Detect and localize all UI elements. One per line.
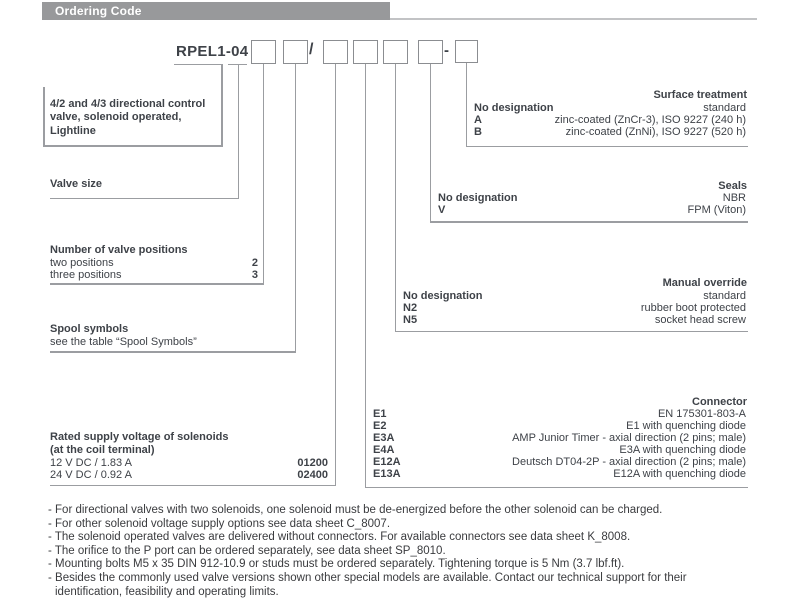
option-row	[366, 468, 747, 480]
option-code: 3	[251, 268, 258, 281]
section-voltage-title: Rated supply voltage of solenoids	[50, 430, 229, 443]
option-desc: standard	[703, 101, 746, 114]
label-line: valve, solenoid operated,	[50, 111, 182, 123]
option-code: 2	[251, 256, 258, 269]
section-seals-title: Seals	[718, 179, 747, 192]
code-separator-dash: -	[444, 42, 449, 59]
code-box-1	[251, 40, 276, 64]
option-row	[431, 192, 747, 204]
header-rule	[390, 18, 757, 20]
connector-line	[365, 487, 749, 489]
ordering-code-prefix: RPEL1-04	[176, 43, 249, 60]
section-spool-title: Spool symbols	[50, 322, 129, 335]
option-label: 12 V DC / 1.83 A	[50, 456, 132, 469]
note-item: - Besides the commonly used valve versions shown other special models are available. Contact our technical support for their identification, feasibility and operating limits.	[48, 571, 687, 598]
option-row	[431, 204, 747, 216]
connector-line	[335, 64, 337, 486]
option-code: N2	[403, 301, 418, 314]
option-desc: EN 175301-803-A	[657, 408, 746, 420]
note-item: - The solenoid operated valves are delivered without connectors. For available connectors see data sheet K_8008.	[48, 531, 631, 544]
option-row	[366, 444, 747, 456]
option-row	[396, 290, 747, 302]
option-row	[366, 432, 747, 444]
option-row	[467, 102, 747, 114]
page-title: Ordering Code	[55, 4, 142, 18]
option-code: 02400	[297, 468, 328, 481]
option-code: N5	[403, 313, 418, 326]
connector-line	[395, 331, 749, 333]
option-code: E2	[373, 420, 387, 432]
section-connector-title: Connector	[692, 395, 747, 408]
label-line: 4/2 and 4/3 directional control	[50, 97, 206, 110]
connector-line	[295, 64, 297, 352]
option-row	[467, 114, 747, 126]
connector-line	[50, 283, 264, 285]
section-voltage-subtitle: (at the coil terminal)	[50, 443, 155, 456]
note-item: - The orifice to the P port can be ordered separately, see data sheet SP_8010.	[48, 544, 446, 557]
option-desc: standard	[703, 289, 746, 302]
option-code: E12A	[373, 456, 401, 468]
connector-line	[466, 146, 749, 148]
code-box-2	[283, 40, 308, 64]
label-line: Lightline	[50, 124, 96, 137]
section-manual-override-title: Manual override	[662, 277, 747, 289]
option-code: E3A	[373, 432, 395, 444]
connector-line	[221, 64, 223, 146]
option-desc: Deutsch DT04-2P - axial direction (2 pins; male)	[512, 456, 746, 468]
option-desc: zinc-coated (ZnCr-3), ISO 9227 (240 h)	[554, 113, 746, 126]
code-box-7	[455, 40, 478, 63]
header-bar	[42, 2, 390, 20]
option-row	[467, 126, 747, 138]
option-code: No designation	[474, 101, 554, 114]
section-spool-subtitle: see the table “Spool Symbols”	[50, 336, 197, 348]
option-desc: FPM (Viton)	[687, 203, 746, 216]
option-desc: AMP Junior Timer - axial direction (2 pins; male)	[512, 432, 746, 444]
option-label: 24 V DC / 0.92 A	[50, 468, 132, 481]
option-label: two positions	[50, 256, 114, 269]
option-desc: NBR	[722, 191, 746, 204]
option-code: B	[474, 125, 482, 138]
option-desc: rubber boot protected	[640, 301, 746, 314]
option-code: V	[438, 203, 446, 216]
note-item: - For other solenoid voltage supply options see data sheet C_8007.	[48, 517, 391, 530]
option-code: No designation	[438, 191, 518, 204]
code-box-3	[323, 40, 348, 64]
note-item: - Mounting bolts M5 x 35 DIN 912-10.9 or studs must be ordered separately. Tightening torque is 5 Nm (3.7 lbf.ft).	[48, 558, 625, 571]
connector-line	[174, 64, 222, 66]
option-code: A	[474, 113, 482, 126]
section-valve-type	[50, 98, 205, 139]
code-box-5	[383, 40, 408, 64]
option-row	[396, 302, 747, 314]
note-item: - For directional valves with two solenoids, one solenoid must be de-energized before the other solenoid can be charged.	[48, 504, 663, 516]
section-positions-title: Number of valve positions	[50, 243, 188, 256]
option-desc: E3A with quenching diode	[619, 444, 746, 456]
connector-line	[50, 485, 336, 487]
option-code: 01200	[297, 456, 328, 469]
code-box-6	[418, 40, 443, 64]
option-desc: zinc-coated (ZnNi), ISO 9227 (520 h)	[565, 125, 746, 138]
section-valve-size-title: Valve size	[50, 178, 102, 190]
option-code: E4A	[373, 444, 395, 456]
code-separator-slash: /	[309, 41, 314, 58]
connector-line	[50, 198, 239, 200]
option-desc: E12A with quenching diode	[613, 468, 746, 480]
option-code: E1	[373, 408, 387, 420]
option-desc: socket head screw	[654, 313, 746, 326]
connector-line	[43, 87, 45, 146]
connector-line	[238, 64, 240, 199]
option-desc: E1 with quenching diode	[626, 420, 746, 432]
option-code: No designation	[403, 289, 483, 302]
connector-line	[50, 351, 296, 353]
connector-line	[430, 221, 749, 223]
notes-list	[48, 504, 750, 599]
option-label: three positions	[50, 268, 122, 281]
connector-line	[43, 145, 223, 147]
section-surface-title: Surface treatment	[653, 88, 747, 101]
code-box-4	[353, 40, 378, 64]
option-row	[366, 420, 747, 432]
option-row	[366, 456, 747, 468]
option-row	[366, 408, 747, 420]
option-code: E13A	[373, 468, 401, 480]
connector-line	[263, 64, 265, 285]
option-row	[396, 314, 747, 326]
